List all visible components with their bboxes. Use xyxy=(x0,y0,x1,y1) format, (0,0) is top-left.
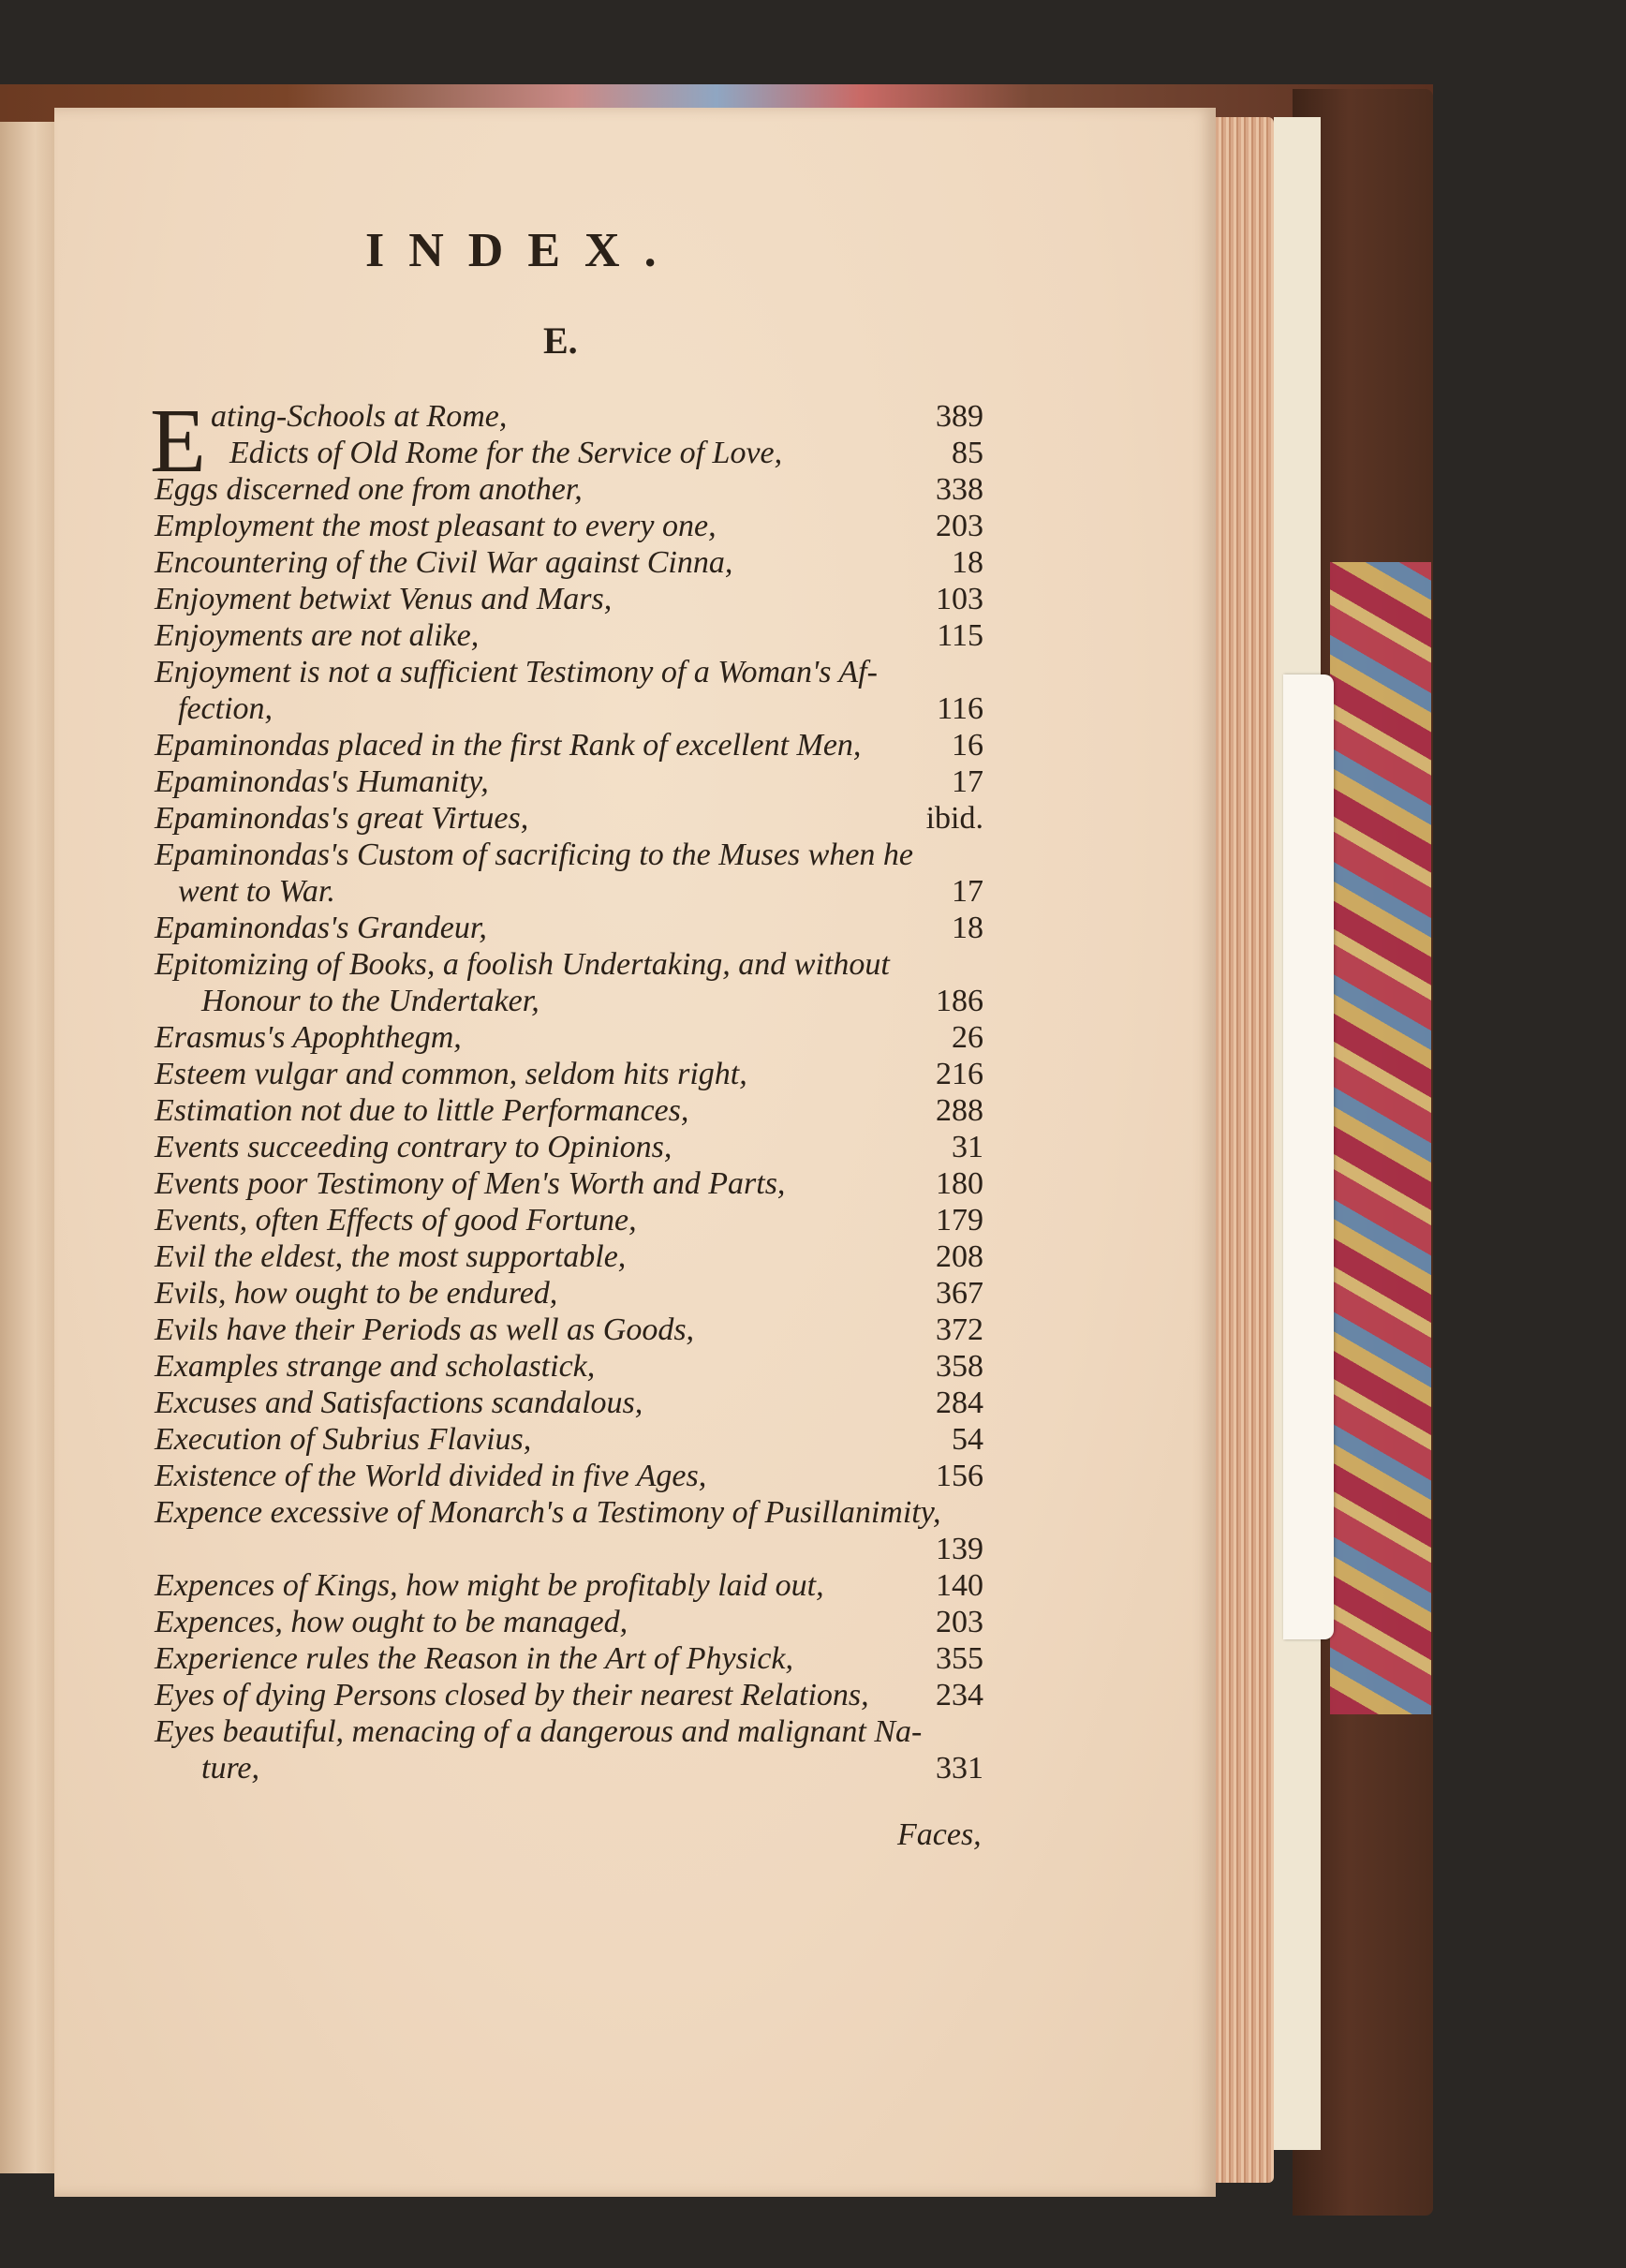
section-letter: E. xyxy=(543,319,578,362)
index-entry: Epaminondas's Humanity, 17 xyxy=(155,764,983,799)
index-entry: Existence of the World divided in five Ages, 156 xyxy=(155,1459,983,1493)
index-entry: Excuses and Satisfactions scandalous, 284 xyxy=(155,1386,983,1420)
index-entry: Expence excessive of Monarch's a Testimony of Pusillanimity, xyxy=(155,1495,941,1530)
drop-cap: E xyxy=(150,391,206,492)
index-entry: Enjoyment betwixt Venus and Mars, 103 xyxy=(155,582,983,616)
index-entry: Epitomizing of Books, a foolish Undertaking, and without xyxy=(155,947,890,982)
index-entry: Edicts of Old Rome for the Service of Love, 85 xyxy=(229,436,983,470)
index-entry: Employment the most pleasant to every one, 203 xyxy=(155,509,983,543)
index-entry: Eyes of dying Persons closed by their nearest Relations, 234 xyxy=(155,1678,983,1712)
index-entry-continued: ture, 331 xyxy=(201,1751,983,1786)
catchword: Faces, xyxy=(897,1817,982,1852)
index-entry: Execution of Subrius Flavius, 54 xyxy=(155,1422,983,1457)
index-entry: Events poor Testimony of Men's Worth and Parts, 180 xyxy=(155,1166,983,1201)
index-entry: Estimation not due to little Performances, 288 xyxy=(155,1093,983,1128)
index-entry: Evil the eldest, the most supportable, 208 xyxy=(155,1239,983,1274)
index-entry: Expences, how ought to be managed, 203 xyxy=(155,1605,983,1639)
index-entry: Eyes beautiful, menacing of a dangerous and malignant Na- xyxy=(155,1714,923,1749)
index-entry: Epaminondas placed in the first Rank of excellent Men, 16 xyxy=(155,728,983,763)
index-entry: Examples strange and scholastick, 358 xyxy=(155,1349,983,1384)
index-entry: Events, often Effects of good Fortune, 179 xyxy=(155,1203,983,1238)
index-entries xyxy=(155,398,983,1786)
index-entry: Enjoyments are not alike, 115 xyxy=(155,618,983,653)
index-entry: Eggs discerned one from another, 338 xyxy=(155,472,983,507)
index-entry: Experience rules the Reason in the Art of Physick, 355 xyxy=(155,1641,983,1676)
index-entry-continued: Honour to the Undertaker, 186 xyxy=(201,984,983,1018)
index-entry: Evils, how ought to be endured, 367 xyxy=(155,1276,983,1311)
left-page-edge xyxy=(0,122,58,2173)
index-entry: Epaminondas's Custom of sacrificing to the Muses when he xyxy=(155,838,914,872)
bookmark-slip[interactable] xyxy=(1283,674,1334,1639)
index-entry: Encountering of the Civil War against Cinna, 18 xyxy=(155,545,983,580)
index-entry: Evils have their Periods as well as Goods, 372 xyxy=(155,1312,983,1347)
index-entry: Esteem vulgar and common, seldom hits right, 216 xyxy=(155,1057,983,1091)
index-entry: Epaminondas's great Virtues, ibid. xyxy=(155,801,983,836)
index-entry: Enjoyment is not a sufficient Testimony of a Woman's Af- xyxy=(155,655,878,689)
marbled-endpaper xyxy=(1330,562,1431,1714)
index-entry: Erasmus's Apophthegm, 26 xyxy=(155,1020,983,1055)
index-entry-continued: went to War. 17 xyxy=(178,874,983,909)
index-entry: Epaminondas's Grandeur, 18 xyxy=(155,911,983,945)
running-head: INDEX. xyxy=(365,224,681,277)
page-edges xyxy=(1216,117,1274,2183)
index-entry-continued: fection, 116 xyxy=(178,691,983,726)
index-entry: ating-Schools at Rome, 389 xyxy=(211,399,983,434)
index-entry: Events succeeding contrary to Opinions, 31 xyxy=(155,1130,983,1164)
index-entry: Expences of Kings, how might be profitably laid out, 140 xyxy=(155,1568,983,1603)
index-entry-continued: 139 xyxy=(936,1532,983,1566)
